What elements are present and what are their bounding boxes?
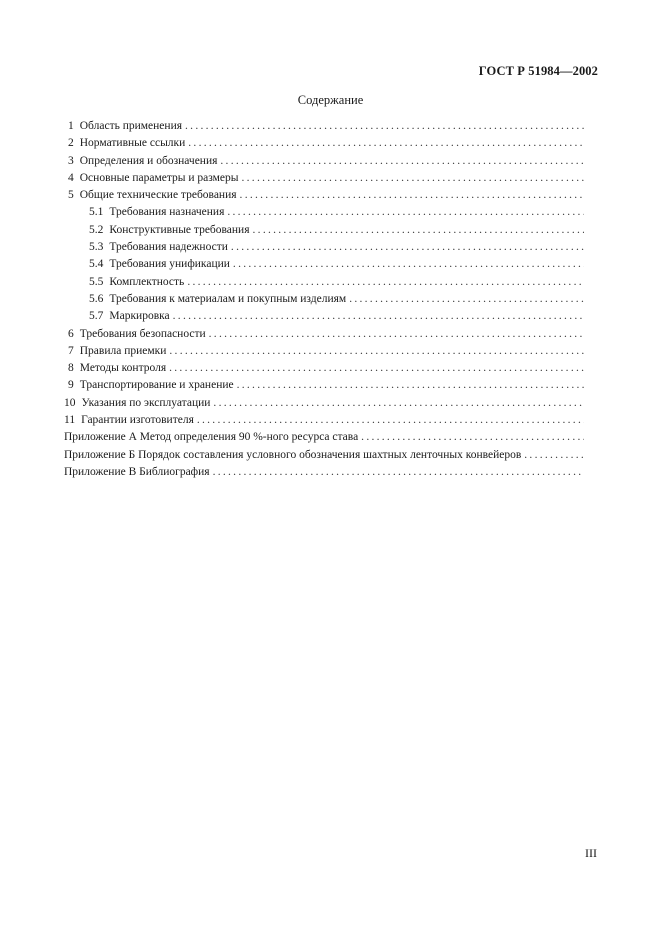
toc-entry-title: Требования унификации xyxy=(109,258,230,271)
toc-entry-title: Приложение В Библиография xyxy=(64,465,210,478)
toc-subentry[interactable] xyxy=(64,222,584,239)
toc-entry[interactable] xyxy=(64,412,584,429)
toc-entry-title: Требования к материалам и покупным изделиям xyxy=(109,292,347,305)
toc-dot-leader xyxy=(220,153,584,170)
toc-dot-leader xyxy=(233,256,584,273)
toc-entry[interactable] xyxy=(64,395,584,412)
toc-appendix-entry[interactable] xyxy=(64,429,584,446)
toc-dot-leader xyxy=(227,204,584,221)
table-of-contents xyxy=(64,118,584,481)
toc-entry-title: Гарантии изготовителя xyxy=(81,414,194,427)
toc-entry[interactable] xyxy=(64,343,584,360)
page-number: III xyxy=(585,846,597,860)
toc-entry-number: 1 xyxy=(68,120,74,132)
toc-entry-title: Общие технические требования xyxy=(79,189,237,202)
toc-subentry[interactable] xyxy=(64,204,584,221)
toc-dot-leader xyxy=(187,274,584,291)
toc-title: Содержание xyxy=(297,93,364,107)
toc-entry-title: Методы контроля xyxy=(79,362,167,375)
toc-dot-leader xyxy=(197,412,584,429)
toc-entry-number: 4 xyxy=(68,171,74,184)
toc-entry-title: Маркировка xyxy=(109,310,170,323)
toc-entry-number: 10 xyxy=(64,396,76,409)
toc-entry-number: 5 xyxy=(68,189,74,202)
toc-entry-number: 6 xyxy=(68,327,74,340)
toc-dot-leader xyxy=(188,135,584,152)
toc-entry-number: 3 xyxy=(68,154,74,167)
toc-entry-number: 5.7 xyxy=(89,310,104,323)
toc-entry[interactable] xyxy=(64,377,584,394)
toc-entry[interactable] xyxy=(64,135,584,152)
toc-appendix-entry[interactable] xyxy=(64,464,584,481)
toc-subentry[interactable] xyxy=(64,274,584,291)
toc-dot-leader xyxy=(231,239,584,256)
toc-entry-number: 2 xyxy=(68,137,74,150)
toc-entry-title: Нормативные ссылки xyxy=(79,137,186,150)
toc-dot-leader xyxy=(209,326,584,343)
toc-entry-title: Требования назначения xyxy=(109,206,225,219)
toc-entry[interactable] xyxy=(64,326,584,343)
toc-entry-title: Правила приемки xyxy=(79,344,167,357)
toc-dot-leader xyxy=(237,377,584,394)
toc-dot-leader xyxy=(524,447,584,464)
toc-entry-title: Транспортирование и хранение xyxy=(79,379,234,392)
toc-entry-number: 5.5 xyxy=(89,275,104,288)
toc-subentry[interactable] xyxy=(64,308,584,325)
toc-dot-leader xyxy=(240,187,584,204)
toc-entry[interactable] xyxy=(64,153,584,170)
toc-entry-number: 9 xyxy=(68,379,74,392)
toc-subentry[interactable] xyxy=(64,291,584,308)
toc-dot-leader xyxy=(169,360,584,377)
toc-entry-number: 5.3 xyxy=(89,241,104,254)
toc-entry-title: Основные параметры и размеры xyxy=(79,171,239,184)
toc-dot-leader xyxy=(213,464,584,481)
toc-subentry[interactable] xyxy=(64,256,584,273)
toc-appendix-entry[interactable] xyxy=(64,447,584,464)
toc-entry-number: 7 xyxy=(68,344,74,357)
toc-entry-title: Указания по эксплуатации xyxy=(81,396,211,409)
toc-dot-leader xyxy=(169,343,584,360)
toc-entry[interactable] xyxy=(64,187,584,204)
toc-dot-leader xyxy=(349,291,584,308)
toc-entry-title: Приложение Б Порядок составления условного обозначения шахтных ленточных конвейеров xyxy=(64,448,522,461)
toc-entry-number: 5.6 xyxy=(89,292,104,305)
toc-subentry[interactable] xyxy=(64,239,584,256)
toc-dot-leader xyxy=(185,118,584,135)
toc-entry-number: 5.2 xyxy=(89,223,104,236)
toc-entry-title: Приложение А Метод определения 90 %-ного ресурса става xyxy=(64,431,359,444)
toc-entry-title: Конструктивные требования xyxy=(109,223,250,236)
toc-dot-leader xyxy=(173,308,584,325)
toc-dot-leader xyxy=(253,222,584,239)
toc-entry-number: 8 xyxy=(68,362,74,375)
toc-dot-leader xyxy=(361,429,584,446)
toc-entry[interactable] xyxy=(64,118,584,135)
toc-entry-title: Определения и обозначения xyxy=(79,154,218,167)
toc-entry-number: 5.1 xyxy=(89,206,104,219)
toc-entry-title: Область применения xyxy=(79,120,183,132)
document-standard-id: ГОСТ Р 51984—2002 xyxy=(478,64,598,78)
toc-entry-number: 5.4 xyxy=(89,258,104,271)
toc-dot-leader xyxy=(213,395,584,412)
toc-entry-number: 11 xyxy=(64,414,76,427)
toc-entry[interactable] xyxy=(64,360,584,377)
toc-entry[interactable] xyxy=(64,170,584,187)
toc-entry-title: Комплектность xyxy=(109,275,185,288)
toc-entry-title: Требования безопасности xyxy=(79,327,206,340)
toc-entry-title: Требования надежности xyxy=(109,241,228,254)
toc-dot-leader xyxy=(242,170,585,187)
